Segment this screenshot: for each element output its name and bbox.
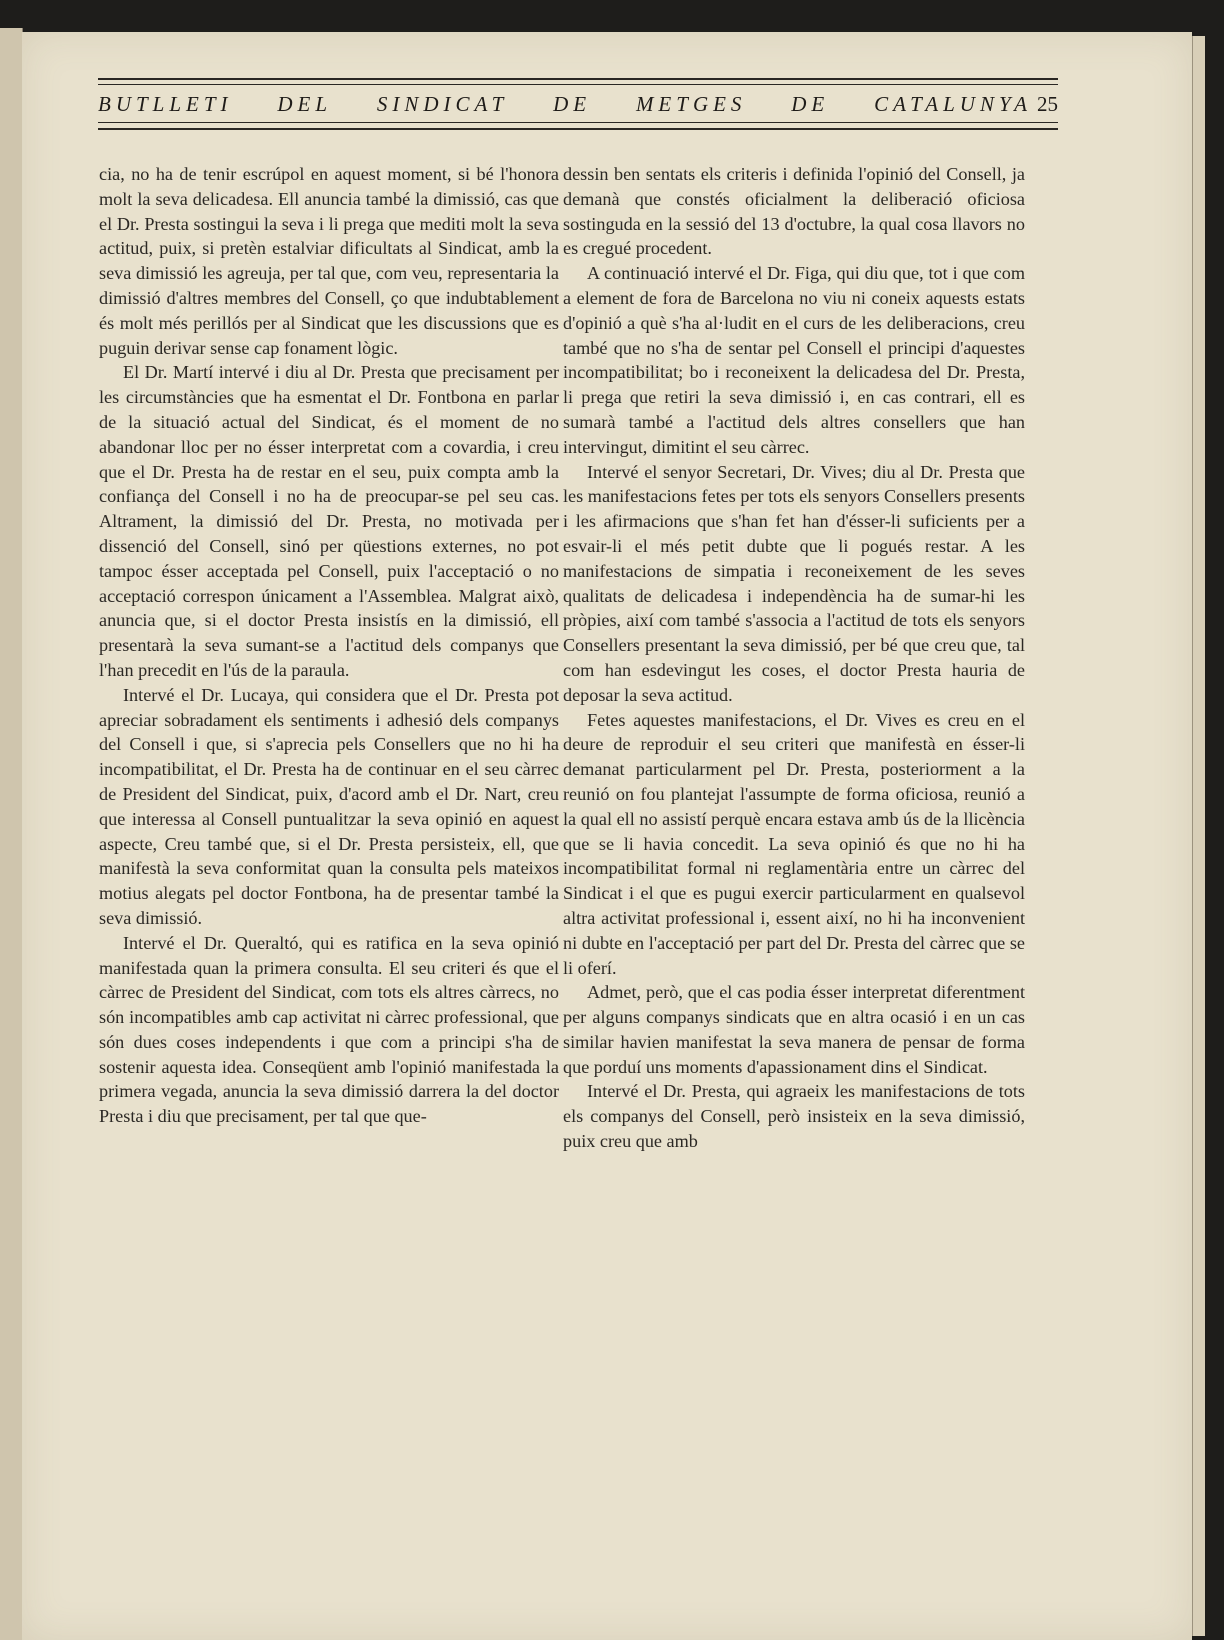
- paragraph: Intervé el Dr. Presta, qui agraeix les manifestacions de tots els companys del Consell, però insisteix en la seva dimissió, puix creu que amb: [563, 1081, 1025, 1152]
- running-header: [98, 78, 1058, 138]
- header-rule-bottom-thin: [98, 122, 1058, 123]
- header-rule-bottom: [98, 128, 1058, 130]
- journal-title: [98, 92, 1032, 117]
- title-word: SINDICAT: [376, 92, 509, 116]
- paragraph: Intervé el Dr. Lucaya, qui considera que el Dr. Presta pot apreciar sobradament els sentiments i adhesió dels companys del Consell i que, si s'aprecia pels Consellers que no hi ha incompatibilitat, el Dr. Presta ha de continuar en el seu càrrec de President del Sindicat, puix, d'acord amb el Dr. Nart, creu que interessa al Consell puntualitzar la seva opinió en aquest aspecte, Creu també que, si el Dr. Presta persisteix, ell, que manifestà la seva conformitat quan la consulta pels mateixos motius alegats pel doctor Fontbona, ha de presentar també la seva dimissió.: [99, 684, 559, 928]
- paragraph: cia, no ha de tenir escrúpol en aquest moment, si bé l'honora molt la seva delicadesa. Ell anuncia també la dimissió, cas que el Dr. Presta sostingui la seva i li prega que mediti molt la seva actitud, puix, si pretèn estalviar dificultats al Sindicat, amb la seva dimissió les agreuja, per tal que, com veu, representaria la dimissió d'altres membres del Consell, ço que indubtablement és molt més perillós per al Sindicat que les discussions que es puguin derivar sense cap fonament lògic.: [99, 164, 559, 358]
- paragraph: Intervé el senyor Secretari, Dr. Vives; diu al Dr. Presta que les manifestacions fetes per tots els senyors Consellers presents i les afirmacions que s'han fet han d'ésser-li suficients per a esvair-li el més petit dubte que li pogués restar. A les manifestacions de simpatia i reconeixement de les seves qualitats de delicadesa i independència ha de sumar-hi les pròpies, així com també s'associa a l'actitud de tots els senyors Consellers presentant la seva dimissió, per bé que creu que, tal com han esdevingut les coses, el doctor Presta hauria de deposar la seva actitud.: [563, 461, 1025, 705]
- title-word: DEL: [277, 92, 333, 116]
- header-rule-top: [98, 78, 1058, 80]
- title-word: CATALUNYA: [874, 92, 1032, 116]
- title-word: BUTLLETI: [98, 92, 233, 116]
- paragraph: Admet, però, que el cas podia ésser interpretat diferentment per alguns companys sindicats que en altra ocasió i en un cas similar havien manifestat la seva manera de pensar de forma que porduí uns moments d'apassionament dins el Sindicat.: [563, 982, 1025, 1077]
- page-edge: [1192, 36, 1205, 1636]
- title-word: DE: [791, 92, 830, 116]
- paragraph: El Dr. Martí intervé i diu al Dr. Presta que precisament per les circumstàncies que ha esmentat el Dr. Fontbona en parlar de la situació actual del Sindicat, és el moment de no abandonar lloc per no ésser interpretat com a covardia, i creu que el Dr. Presta ha de restar en el seu, puix compta amb la confiança del Consell i no ha de preocupar-se pel seu cas. Altrament, la dimissió del Dr. Presta, no motivada per dissenció del Consell, sinó per qüestions externes, no pot tampoc ésser acceptada pel Consell, puix l'acceptació o no acceptació correspon únicament a l'Assemblea. Malgrat això, anuncia que, si el doctor Presta insistís en la dimissió, ell presentarà la seva sumant-se a l'actitud dels companys que l'han precedit en l'ús de la paraula.: [99, 362, 559, 680]
- right-column: [563, 162, 1025, 1154]
- title-word: DE: [553, 92, 592, 116]
- paragraph: A continuació intervé el Dr. Figa, qui diu que, tot i que com a element de fora de Barcelona no viu ni coneix aquests estats d'opinió a què s'ha al·ludit en el curs de les deliberacions, creu també que no s'ha de sentar pel Consell el principi d'aquestes incompatibilitat; bo i reconeixent la delicadesa del Dr. Presta, li prega que retiri la seva dimissió i, en cas contrari, ell es sumarà també a l'actitud dels altres consellers que han intervingut, dimitint el seu càrrec.: [563, 263, 1025, 457]
- paragraph: Fetes aquestes manifestacions, el Dr. Vives es creu en el deure de reproduir el seu criteri que manifestà en ésser-li demanat particularment pel Dr. Presta, posteriorment a la reunió on fou plantejat l'assumpte de forma oficiosa, reunió a la qual ell no assistí perquè encara estava amb ús de la llicència que se li havia concedit. La seva opinió és que no hi ha incompatibilitat formal ni reglamentària entre un càrrec del Sindicat i el que es pugui exercir particularment en qualsevol altra activitat professional i, essent així, no hi ha inconvenient ni dubte en l'acceptació per part del Dr. Presta del càrrec que se li oferí.: [563, 709, 1025, 978]
- paragraph: dessin ben sentats els criteris i definida l'opinió del Consell, ja demanà que constés oficialment la deliberació oficiosa sostinguda en la sessió del 13 d'octubre, la qual cosa llavors no es cregué procedent.: [563, 164, 1025, 259]
- left-column: [99, 162, 559, 1129]
- paragraph: Intervé el Dr. Queraltó, qui es ratifica en la seva opinió manifestada quan la primera consulta. El seu criteri és que el càrrec de President del Sindicat, com tots els altres càrrecs, no són incompatibles amb cap activitat ni càrrec professional, que són dues coses independents i que com a principi s'ha de sostenir aquesta idea. Conseqüent amb l'opinió manifestada la primera vegada, anuncia la seva dimissió darrera la del doctor Presta i diu que precisament, per tal que que-: [99, 932, 559, 1127]
- previous-page-edge: [0, 28, 23, 1640]
- header-rule-top-thin: [98, 84, 1058, 85]
- page-number: 25: [1037, 92, 1058, 116]
- title-word: METGES: [635, 92, 747, 116]
